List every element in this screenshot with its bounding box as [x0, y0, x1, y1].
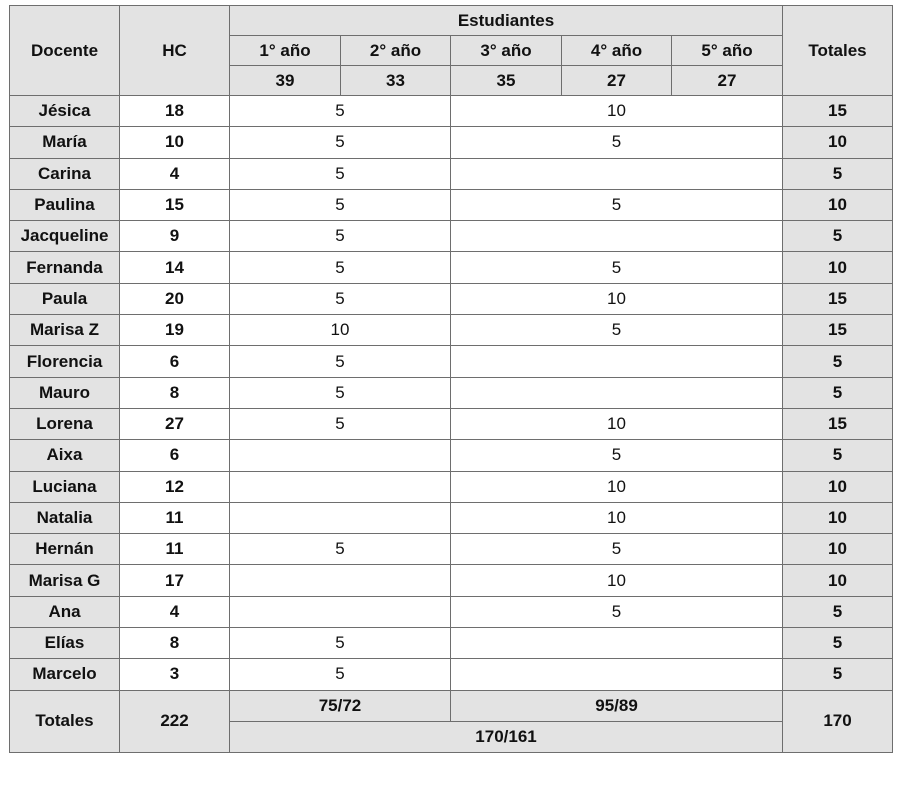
hc-cell: 10 [120, 127, 230, 158]
table-row [10, 221, 893, 252]
row-total-cell: 10 [783, 252, 893, 283]
row-total-cell: 5 [783, 377, 893, 408]
table-row [10, 565, 893, 596]
docente-name-cell: Marisa Z [10, 315, 120, 346]
docente-name-cell: Carina [10, 158, 120, 189]
table-row [10, 158, 893, 189]
docente-name-cell: Ana [10, 596, 120, 627]
hc-cell: 11 [120, 534, 230, 565]
docente-name-cell: Marisa G [10, 565, 120, 596]
table-row [10, 189, 893, 220]
years-3-5-cell: 10 [451, 283, 783, 314]
table-footer [10, 690, 893, 753]
hc-cell: 6 [120, 346, 230, 377]
row-total-cell: 10 [783, 127, 893, 158]
docente-name-cell: Aixa [10, 440, 120, 471]
table-body [10, 96, 893, 691]
table-row [10, 440, 893, 471]
row-total-cell: 10 [783, 189, 893, 220]
years-1-2-cell: 5 [230, 534, 451, 565]
years-1-2-cell: 5 [230, 252, 451, 283]
years-1-2-cell [230, 471, 451, 502]
hc-cell: 15 [120, 189, 230, 220]
row-total-cell: 5 [783, 628, 893, 659]
years-3-5-cell: 5 [451, 596, 783, 627]
table-row [10, 502, 893, 533]
years-3-5-cell [451, 221, 783, 252]
table-row [10, 346, 893, 377]
docente-name-cell: Luciana [10, 471, 120, 502]
years-1-2-cell [230, 565, 451, 596]
years-1-2-cell: 5 [230, 127, 451, 158]
years-3-5-cell: 10 [451, 565, 783, 596]
table-row [10, 596, 893, 627]
row-total-cell: 5 [783, 346, 893, 377]
footer-label: Totales [10, 690, 120, 753]
years-3-5-cell: 10 [451, 502, 783, 533]
years-1-2-cell: 10 [230, 315, 451, 346]
years-1-2-cell [230, 502, 451, 533]
years-1-2-cell: 5 [230, 96, 451, 127]
years-1-2-cell: 5 [230, 628, 451, 659]
row-total-cell: 10 [783, 502, 893, 533]
docente-name-cell: Paula [10, 283, 120, 314]
teachers-table [9, 5, 893, 753]
table-row [10, 534, 893, 565]
years-3-5-cell: 10 [451, 96, 783, 127]
table-row [10, 628, 893, 659]
hc-cell: 8 [120, 377, 230, 408]
hc-cell: 19 [120, 315, 230, 346]
hc-cell: 18 [120, 96, 230, 127]
years-3-5-cell: 5 [451, 189, 783, 220]
docente-name-cell: Paulina [10, 189, 120, 220]
years-1-2-cell: 5 [230, 189, 451, 220]
hc-cell: 6 [120, 440, 230, 471]
docente-name-cell: Jacqueline [10, 221, 120, 252]
header-hc: HC [120, 6, 230, 96]
years-1-2-cell: 5 [230, 158, 451, 189]
footer-high-years-total: 95/89 [451, 690, 783, 721]
years-3-5-cell: 5 [451, 534, 783, 565]
hc-cell: 9 [120, 221, 230, 252]
footer-hc-total: 222 [120, 690, 230, 753]
hc-cell: 27 [120, 408, 230, 439]
docente-name-cell: Marcelo [10, 659, 120, 690]
year-3-count: 35 [451, 66, 562, 96]
docente-name-cell: Natalia [10, 502, 120, 533]
row-total-cell: 5 [783, 596, 893, 627]
years-3-5-cell [451, 158, 783, 189]
hc-cell: 17 [120, 565, 230, 596]
years-1-2-cell: 5 [230, 221, 451, 252]
years-1-2-cell: 5 [230, 377, 451, 408]
row-total-cell: 5 [783, 440, 893, 471]
row-total-cell: 5 [783, 221, 893, 252]
hc-cell: 3 [120, 659, 230, 690]
years-1-2-cell [230, 440, 451, 471]
hc-cell: 20 [120, 283, 230, 314]
hc-cell: 12 [120, 471, 230, 502]
years-3-5-cell [451, 346, 783, 377]
docente-name-cell: Mauro [10, 377, 120, 408]
footer-low-years-total: 75/72 [230, 690, 451, 721]
years-3-5-cell: 5 [451, 315, 783, 346]
docente-name-cell: Hernán [10, 534, 120, 565]
years-1-2-cell: 5 [230, 283, 451, 314]
years-3-5-cell: 5 [451, 252, 783, 283]
table-row [10, 408, 893, 439]
docente-name-cell: María [10, 127, 120, 158]
years-1-2-cell [230, 596, 451, 627]
header-docente: Docente [10, 6, 120, 96]
docente-name-cell: Elías [10, 628, 120, 659]
table-row [10, 283, 893, 314]
year-2-count: 33 [341, 66, 451, 96]
years-3-5-cell [451, 377, 783, 408]
years-3-5-cell: 10 [451, 408, 783, 439]
year-1-count: 39 [230, 66, 341, 96]
header-year-1: 1° año [230, 36, 341, 66]
footer-students-total: 170/161 [230, 721, 783, 752]
row-total-cell: 10 [783, 471, 893, 502]
years-1-2-cell: 5 [230, 346, 451, 377]
years-3-5-cell: 5 [451, 127, 783, 158]
years-3-5-cell: 5 [451, 440, 783, 471]
year-4-count: 27 [562, 66, 672, 96]
hc-cell: 11 [120, 502, 230, 533]
footer-grand-total: 170 [783, 690, 893, 753]
hc-cell: 14 [120, 252, 230, 283]
row-total-cell: 5 [783, 659, 893, 690]
years-1-2-cell: 5 [230, 659, 451, 690]
years-3-5-cell: 10 [451, 471, 783, 502]
table-header [10, 6, 893, 96]
header-year-2: 2° año [341, 36, 451, 66]
docente-name-cell: Florencia [10, 346, 120, 377]
docente-name-cell: Jésica [10, 96, 120, 127]
hc-cell: 4 [120, 158, 230, 189]
header-year-4: 4° año [562, 36, 672, 66]
row-total-cell: 15 [783, 408, 893, 439]
years-3-5-cell [451, 659, 783, 690]
table-row [10, 96, 893, 127]
row-total-cell: 5 [783, 158, 893, 189]
table-row [10, 127, 893, 158]
table-row [10, 377, 893, 408]
years-1-2-cell: 5 [230, 408, 451, 439]
header-totales: Totales [783, 6, 893, 96]
row-total-cell: 15 [783, 96, 893, 127]
year-5-count: 27 [672, 66, 783, 96]
hc-cell: 4 [120, 596, 230, 627]
table-row [10, 471, 893, 502]
row-total-cell: 15 [783, 283, 893, 314]
row-total-cell: 10 [783, 565, 893, 596]
table-row [10, 315, 893, 346]
years-3-5-cell [451, 628, 783, 659]
hc-cell: 8 [120, 628, 230, 659]
row-total-cell: 15 [783, 315, 893, 346]
header-estudiantes: Estudiantes [230, 6, 783, 36]
header-year-3: 3° año [451, 36, 562, 66]
docente-name-cell: Lorena [10, 408, 120, 439]
table-row [10, 252, 893, 283]
header-year-5: 5° año [672, 36, 783, 66]
table-row [10, 659, 893, 690]
docente-name-cell: Fernanda [10, 252, 120, 283]
row-total-cell: 10 [783, 534, 893, 565]
